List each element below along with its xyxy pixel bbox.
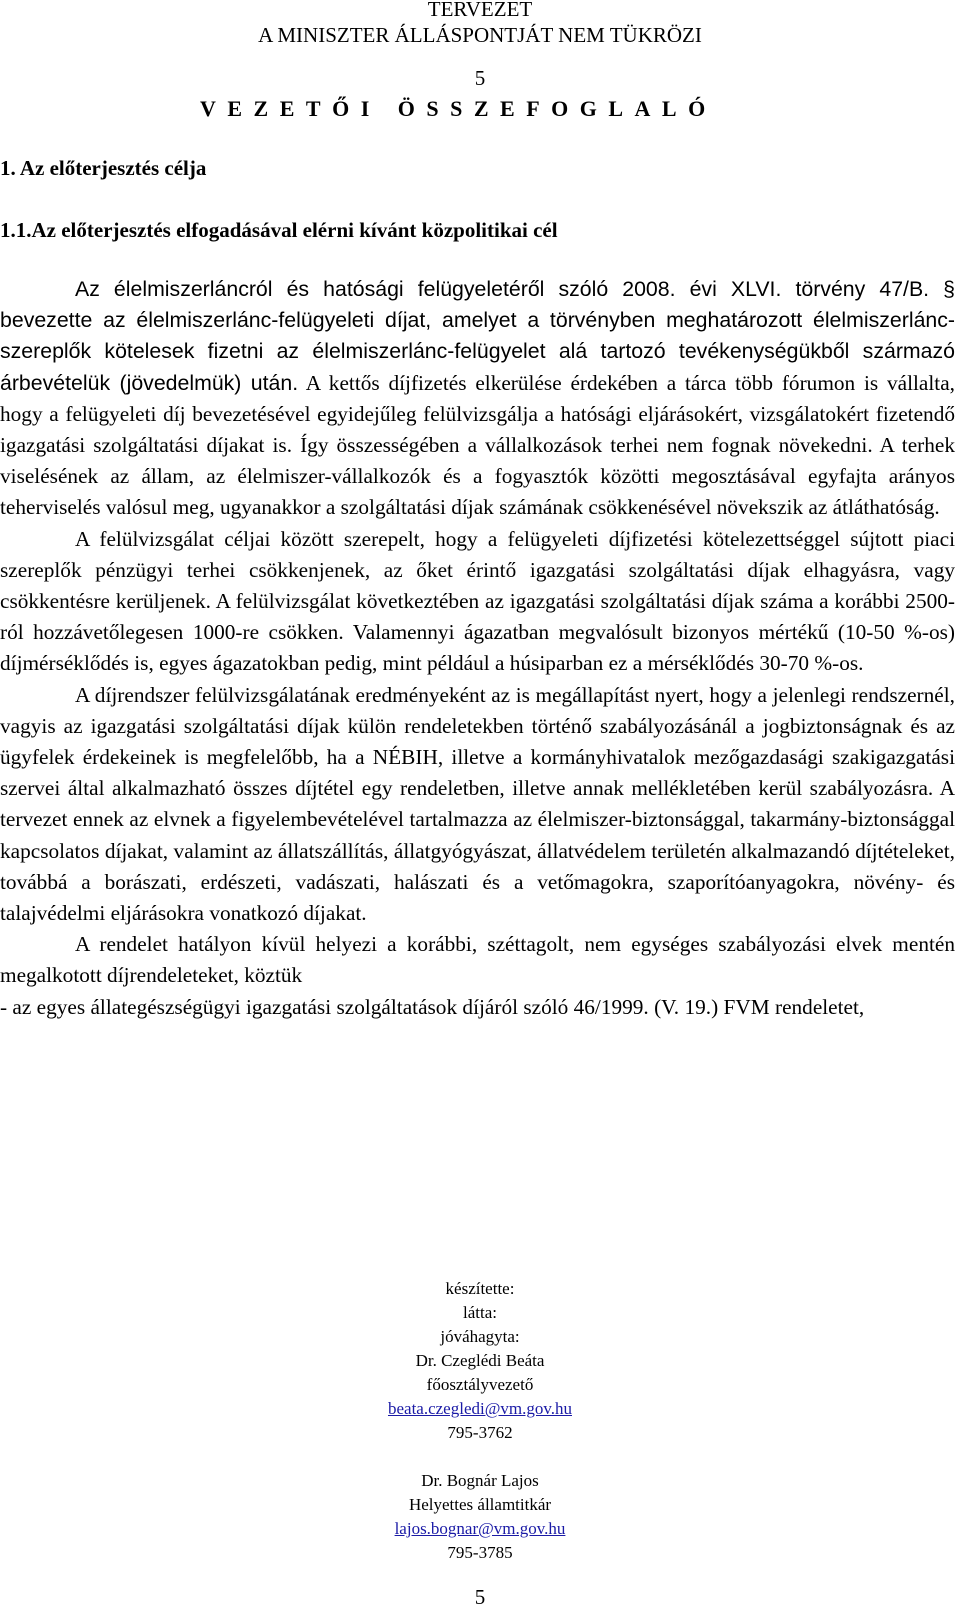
section-heading-1: 1. Az előterjesztés célja xyxy=(0,156,207,180)
page-number-bottom: 5 xyxy=(474,1585,486,1609)
paragraph-1-serif-part: A kettős díjfizetés elkerülése érdekében a tárca több fórumon is vállalta, hogy a felügyeleti díj bevezetésével egyidejűleg felülvizsgálja a hatósági eljárásokért, vizsgálatokért fizetendő igazgatási szolgáltatási díjakat is. Így összességében a vállalkozások terhei nem fognak növekedni. A terhek viselésének az állam, az élelmiszer-vállalkozók és a fogyasztók közötti megosztásával egyfajta arányos teherviselés valósul meg, ugyanakkor a szolgáltatási díjak számának csökkenésével növekszik az átláthatóság. xyxy=(0,370,955,520)
page-number-top: 5 xyxy=(474,66,486,90)
person2-phone: 795-3785 xyxy=(447,1543,513,1562)
person2-email-link[interactable]: lajos.bognar@vm.gov.hu xyxy=(394,1519,566,1538)
paragraph-3: A díjrendszer felülvizsgálatának eredményeként az is megállapítást nyert, hogy a jelenlegi rendszernél, vagyis az igazgatási szolgáltatási díjak külön rendeletekben történő szabályozásánál a jogbiztonságnak és az ügyfelek érdekeinek is megfelelőbb, ha a NÉBIH, illetve a kormányhivatalok mezőgazdasági szakigazgatási szervei által alkalmazható összes díjtétel egy rendeletben, illetve annak mellékletében kerül szabályozásra. A tervezet ennek az elvnek a figyelembevételével tartalmazza az élelmiszer-biztonsággal, takarmány-biztonsággal kapcsolatos díjakat, valamint az állatszállítás, állatgyógyászat, állatvédelem területén alkalmazandó díjtételeket, továbbá a borászati, erdészeti, vadászati, halászati és a vetőmagokra, szaporítóanyagokra, növény- és talajvédelmi eljárásokra vonatkozó díjakat. xyxy=(0,682,955,926)
person1-name: Dr. Czeglédi Beáta xyxy=(415,1351,545,1370)
person1-email-link[interactable]: beata.czegledi@vm.gov.hu xyxy=(387,1399,572,1418)
person2-title: Helyettes államtitkár xyxy=(408,1495,552,1514)
person1-title: főosztályvezető xyxy=(426,1375,534,1394)
summary-title: VEZETŐI ÖSSZEFOGLALÓ xyxy=(200,96,717,121)
person1-email-row xyxy=(0,1397,960,1421)
paragraph-4: A rendelet hatályon kívül helyezi a korábbi, széttagolt, nem egységes szabályozási elvek mentén megalkotott díjrendeleteket, köztük xyxy=(0,932,955,988)
person2-email-row xyxy=(0,1517,960,1541)
paragraph-1 xyxy=(0,274,955,524)
person1-phone: 795-3762 xyxy=(447,1423,513,1442)
paragraph-2: A felülvizsgálat céljai között szerepelt, hogy a felügyeleti díjfizetési kötelezettséggel sújtott piaci szereplők pénzügyi terhei csökkenjenek, az őket érintő igazgatási szolgáltatási díjak elhagyásra, vagy csökkentésre kerüljenek. A felülvizsgálat következtében az igazgatási szolgáltatási díjak száma a korábbi 2500-ról hozzávetőlegesen 1000-re csökken. Valamennyi ágazatban megvalósult bizonyos mértékű (10-50 %-os) díjmérséklődés is, egyes ágazatokban pedig, mint például a húsiparban ez a mérséklődés 30-70 %-os. xyxy=(0,526,955,676)
section-heading-1-1: 1.1.Az előterjesztés elfogadásával elérni kívánt közpolitikai cél xyxy=(0,218,558,242)
prepared-label: készítette: xyxy=(445,1279,515,1298)
paragraph-1-sans-part: Az élelmiszerláncról és hatósági felügyeletéről szóló 2008. évi XLVI. törvény 47/B. § bevezette az élelmiszerlánc-felügyeleti díjat, amelyet a törvényben meghatározott élelmiszerlánc-szereplők kötelesek fizetni az élelmiszerlánc-felügyelet alá tartozó tevékenységükből származó árbevételük (jövedelmük) után. xyxy=(0,277,955,395)
document-body xyxy=(0,274,955,1023)
draft-label: TERVEZET xyxy=(427,0,533,21)
paragraph-5: - az egyes állategészségügyi igazgatási szolgáltatások díjáról szóló 46/1999. (V. 19.) FVM rendeletet, xyxy=(0,994,865,1019)
disclaimer-label: A MINISZTER ÁLLÁSPONTJÁT NEM TÜKRÖZI xyxy=(258,23,702,47)
seen-label: látta: xyxy=(463,1303,497,1322)
approved-label: jóváhagyta: xyxy=(440,1327,520,1346)
person2-name: Dr. Bognár Lajos xyxy=(421,1471,539,1490)
